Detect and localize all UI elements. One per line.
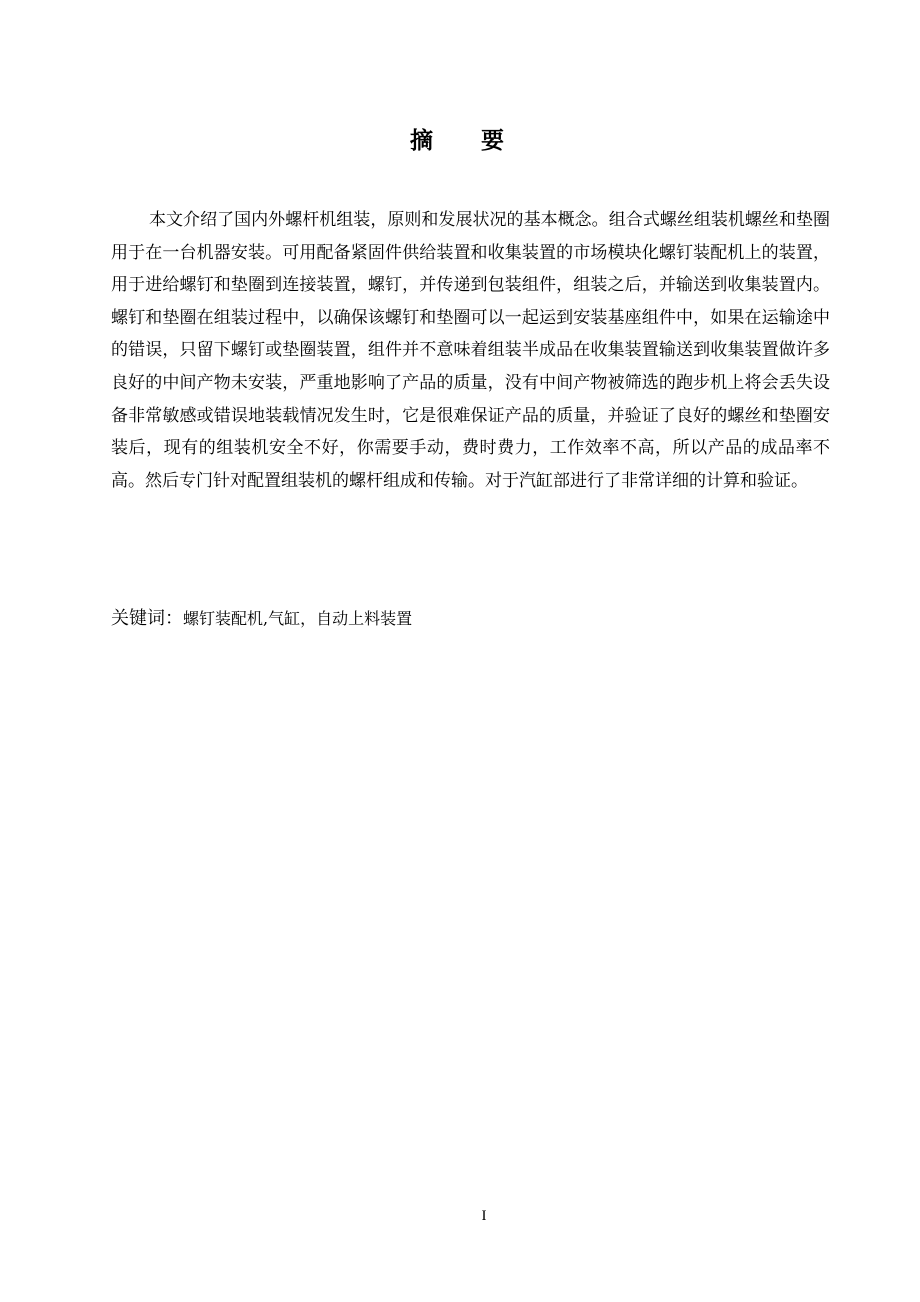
keywords-label: 关键词： <box>111 608 183 629</box>
abstract-paragraph: 本文介绍了国内外螺杆机组装，原则和发展状况的基本概念。组合式螺丝组装机螺丝和垫圈用于在一台机器安装。可用配备紧固件供给装置和收集装置的市场模块化螺钉装配机上的装置，用于进给螺钉和垫圈到连接装置，螺钉，并传递到包装组件，组装之后，并输送到收集装置内。螺钉和垫圈在组装过程中，以确保该螺钉和垫圈可以一起运到安装基座组件中，如果在运输途中的错误，只留下螺钉或垫圈装置，组件并不意味着组装半成品在收集装置输送到收集装置做许多良好的中间产物未安装，严重地影响了产品的质量，没有中间产物被筛选的跑步机上将会丢失设备非常敏感或错误地装载情况发生时，它是很难保证产品的质量，并验证了良好的螺丝和垫圈安装后，现有的组装机安全不好，你需要手动，费时费力，工作效率不高，所以产品的成品率不高。然后专门针对配置组装机的螺杆组成和传输。对于汽缸部进行了非常详细的计算和验证。 <box>111 210 830 491</box>
page-number: I <box>481 1208 487 1224</box>
keywords-line <box>111 604 830 634</box>
page-title: 摘 要 <box>409 128 524 154</box>
keywords-text: 螺钉装配机,气缸，自动上料装置 <box>183 609 413 628</box>
